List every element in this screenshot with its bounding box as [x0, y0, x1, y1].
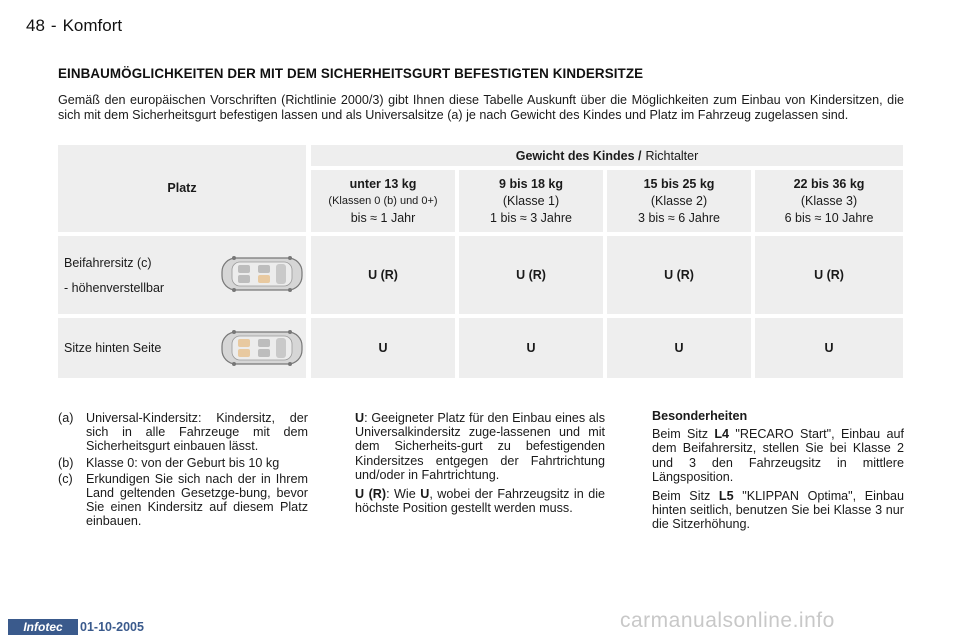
column-header-0 — [311, 170, 455, 232]
column-klasse: (Klasse 3) — [800, 193, 858, 208]
footnotes — [58, 411, 308, 531]
legend-ur-key: U (R) — [355, 487, 387, 502]
row-label-sitze-hinten — [58, 318, 306, 378]
legend-ur-text-b: , wobei der Fahrzeugsitz in die höchste Position gestellt werden muss. — [355, 487, 605, 516]
legend-ur-key2: U — [420, 487, 430, 502]
column-weight: unter 13 kg — [349, 176, 417, 191]
section-title: Komfort — [62, 16, 123, 35]
footnote-key: (a) — [58, 411, 74, 425]
column-klasse: (Klasse 1) — [502, 193, 560, 208]
infotec-logo: Infotec — [8, 619, 78, 635]
besonderheiten-p2 — [652, 489, 904, 532]
header-separator: - — [50, 16, 57, 35]
besonderheiten-p1 — [652, 427, 904, 484]
car-front-seat-icon — [220, 254, 304, 294]
column-weight: 15 bis 25 kg — [643, 176, 715, 191]
legend-u — [355, 411, 605, 482]
legend-ur-text-a: : Wie — [386, 487, 421, 502]
row-label-beifahrersitz — [58, 236, 306, 314]
legend-ur — [355, 487, 605, 515]
value-cell: U (R) — [459, 236, 603, 314]
column-klasse: (Klasse 2) — [650, 193, 708, 208]
p1-text-b: "RECARO Start", Einbau auf dem Beifahrersitz, stellen Sie bei Klasse 2 und 3 den Fahrzeugsitz in mittlere Längsposition. — [652, 427, 904, 484]
platz-label: Platz — [167, 181, 197, 195]
footnote-b — [58, 456, 308, 470]
car-rear-seat-icon — [220, 328, 304, 368]
column-age: 1 bis ≈ 3 Jahre — [490, 210, 572, 225]
gewicht-header — [311, 145, 903, 166]
value-cell: U (R) — [755, 236, 903, 314]
column-weight: 9 bis 18 kg — [499, 176, 563, 191]
footnote-a — [58, 411, 308, 454]
platz-header — [58, 145, 306, 232]
column-age: 6 bis ≈ 10 Jahre — [784, 210, 874, 225]
watermark: carmanualsonline.info — [620, 609, 835, 632]
footnote-text: Universal-Kindersitz: Kindersitz, der sich in alle Fahrzeuge mit dem Sicherheitsgurt einbauen lässt. — [86, 411, 308, 454]
p2-key: L5 — [718, 489, 734, 504]
page-title: EINBAUMÖGLICHKEITEN DER MIT DEM SICHERHEITSGURT BEFESTIGTEN KINDERSITZE — [58, 66, 644, 81]
richtalter-label: Richtalter — [645, 148, 699, 163]
value-cell: U — [311, 318, 455, 378]
p1-text-a: Beim Sitz — [652, 427, 715, 442]
footer-date: 01-10-2005 — [80, 620, 144, 634]
p1-key: L4 — [714, 427, 730, 442]
value-cell: U — [755, 318, 903, 378]
footnote-text: Erkundigen Sie sich nach der in Ihrem Land geltenden Gesetzge-bung, bevor Sie einen Kindersitz auf diesem Platz einbauen. — [86, 471, 308, 529]
column-age: bis ≈ 1 Jahr — [350, 210, 416, 225]
besonderheiten — [652, 409, 904, 537]
gewicht-label: Gewicht des Kindes / — [515, 148, 642, 163]
value-cell: U (R) — [311, 236, 455, 314]
row-label-line1: Beifahrersitz (c) — [64, 256, 152, 270]
page-number: 48 — [26, 16, 45, 35]
footnote-text: Klasse 0: von der Geburt bis 10 kg — [86, 455, 280, 470]
column-header-3 — [755, 170, 903, 232]
value-cell: U — [607, 318, 751, 378]
legend-notes — [355, 411, 605, 520]
column-age: 3 bis ≈ 6 Jahre — [638, 210, 720, 225]
footnote-c — [58, 472, 308, 529]
p2-text-a: Beim Sitz — [652, 489, 719, 504]
page-header — [26, 16, 128, 36]
column-weight: 22 bis 36 kg — [793, 176, 865, 191]
column-header-2 — [607, 170, 751, 232]
row-label-line2: - höhenverstellbar — [64, 281, 165, 295]
p2-text-b: "KLIPPAN Optima", Einbau hinten seitlich, benutzen Sie bei Klasse 3 nur die Sitzerhöhung. — [652, 489, 904, 532]
legend-u-key: U — [355, 411, 365, 425]
intro-text: Gemäß den europäischen Vorschriften (Richtlinie 2000/3) gibt Ihnen diese Tabelle Auskunft über die Möglichkeiten zum Einbau von Kindersitzen, die sich mit dem Sicherheitsgurt befestigen lassen und als Universalsitze (a) je nach Gewicht des Kindes und Platz im Fahrzeug zugelassen sind. — [58, 93, 904, 122]
row-label-line1: Sitze hinten Seite — [64, 341, 162, 355]
besonderheiten-heading: Besonderheiten — [652, 409, 748, 423]
column-header-1 — [459, 170, 603, 232]
value-cell: U — [459, 318, 603, 378]
value-cell: U (R) — [607, 236, 751, 314]
footnote-key: (c) — [58, 471, 73, 486]
column-klasse: (Klassen 0 (b) und 0+) — [328, 194, 438, 207]
footnote-key: (b) — [58, 455, 74, 470]
legend-u-text: : Geeigneter Platz für den Einbau eines als Universalkindersitz zuge-lassenen und mit dem Sicherheits-gurt zu befestigenden Kindersitzes entgegen der Fahrtrichtung und/oder in Fahrtrichtung. — [355, 411, 605, 482]
